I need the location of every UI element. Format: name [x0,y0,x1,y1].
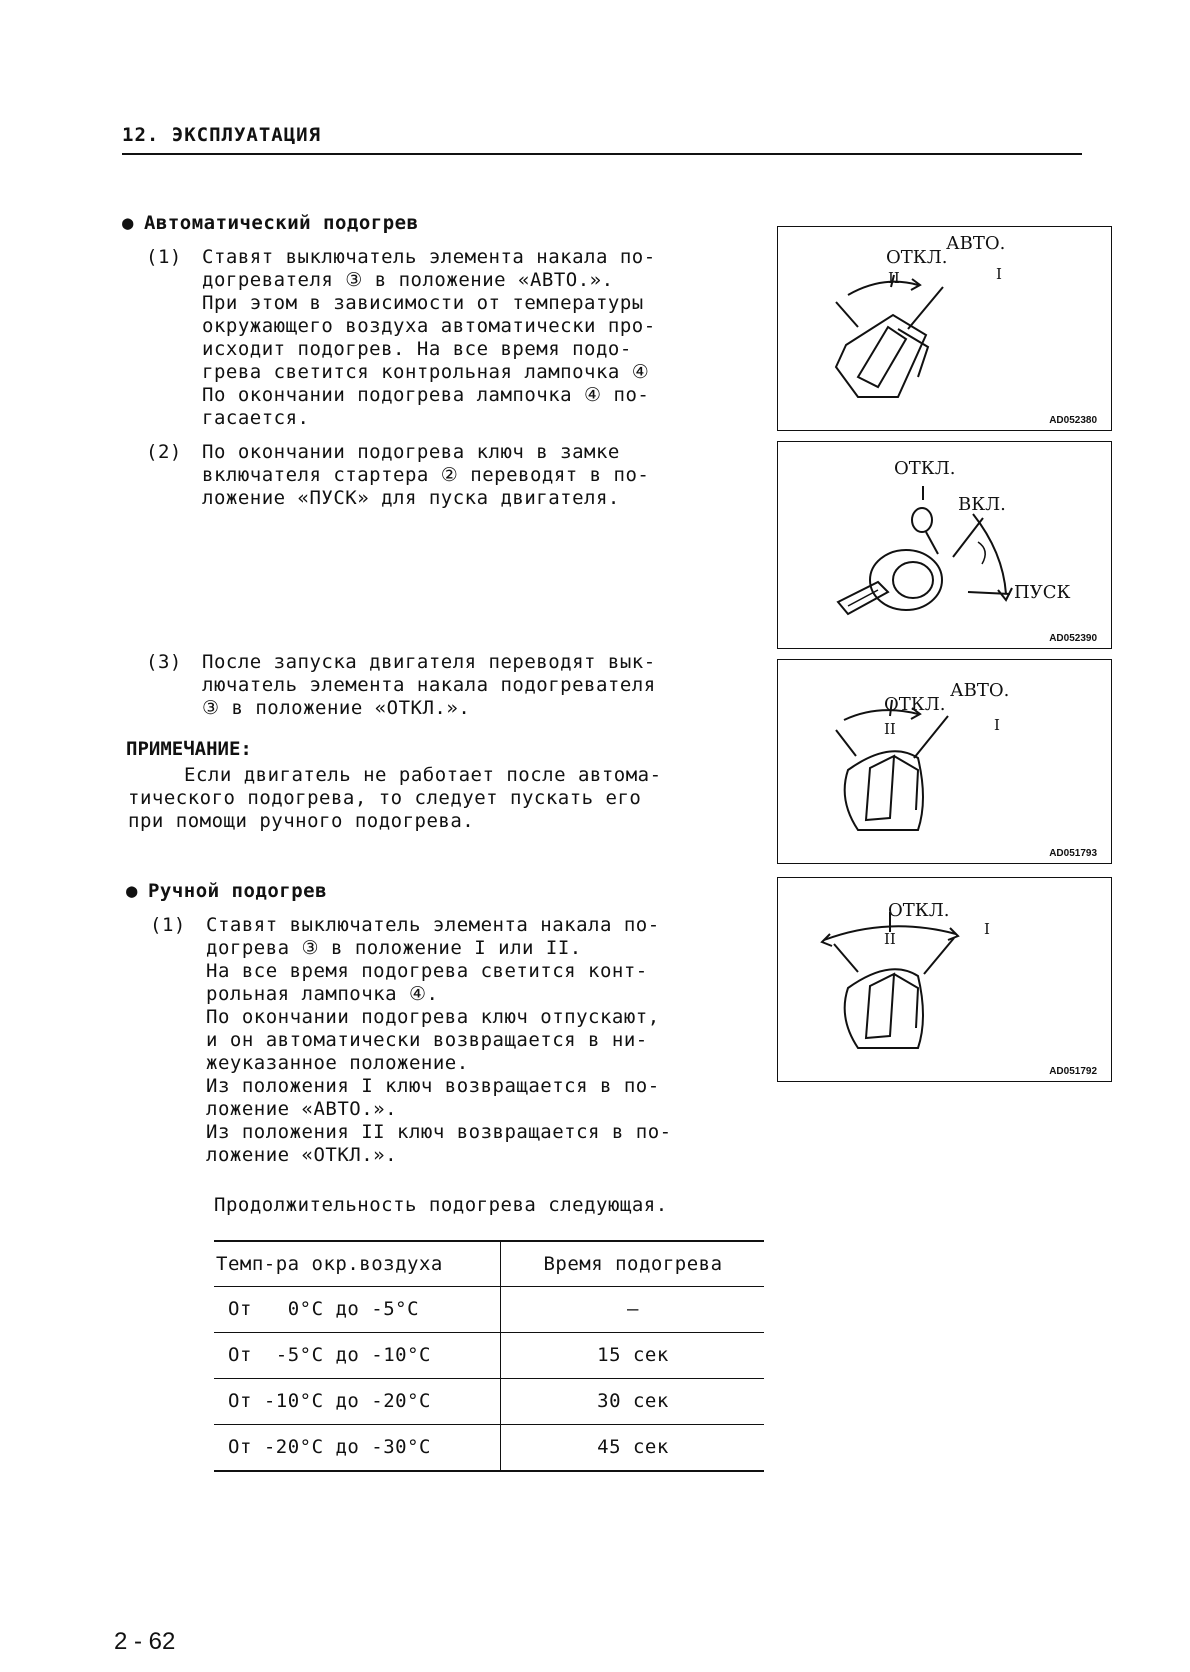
label-auto: АВТО. [946,233,1006,254]
table-cell-temp: От 0°С до -5°С [214,1287,501,1332]
label-off: ОТКЛ. [888,900,950,921]
label-auto: АВТО. [950,680,1010,701]
line: ③ в положение «ОТКЛ.». [202,697,471,719]
figure-ignition-switch [777,441,1112,649]
line: По окончании подогрева ключ в замке [202,441,620,463]
label-off: ОТКЛ. [886,247,948,268]
line: ложение «АВТО.». [206,1098,398,1120]
line: После запуска двигателя переводят вык- [202,651,656,673]
figure-code: AD051792 [1049,1066,1097,1077]
line: лючатель элемента накала подогревателя [202,674,656,696]
manual-section-heading [126,880,327,902]
note-title: ПРИМЕЧАНИЕ: [126,738,252,760]
line: Ставят выключатель элемента накала по- [202,246,656,268]
table-header-row [214,1242,764,1287]
table-cell-temp: От -5°С до -10°С [214,1333,501,1378]
label-on: ВКЛ. [958,494,1006,515]
table-row [214,1425,764,1472]
line: гасается. [202,407,310,429]
figure-glow-switch-manual [777,877,1112,1082]
bullet-icon: ● [126,880,138,902]
table-cell-time: 30 сек [597,1390,669,1412]
line: исходит подогрев. На все время подо- [202,338,632,360]
knob-illustration [778,660,1111,863]
line: грева светится контрольная лампочка ④ [202,361,650,383]
step-text [202,441,762,510]
table-header-temp: Темп-ра окр.воздуха [214,1242,501,1286]
duration-intro: Продолжительность подогрева следующая. [214,1194,668,1216]
auto-step-1 [146,246,766,436]
line: и он автоматически возвращается в ни- [206,1029,648,1051]
label-pos2: II [888,269,900,287]
label-pos2: II [884,720,896,738]
line: На все время подогрева светится конт- [206,960,648,982]
label-start: ПУСК [1014,582,1071,603]
manual-section-title: Ручной подогрев [147,880,328,902]
step-number: (2) [146,441,182,463]
table-cell-temp: От -10°С до -20°С [214,1379,501,1424]
figure-glow-switch-auto [777,226,1112,431]
table-cell-time: 15 сек [597,1344,669,1366]
manual-step-1 [150,914,770,1174]
table-cell-time: — [627,1298,639,1320]
step-text [202,651,762,720]
line: Из положения II ключ возвращается в по- [206,1121,672,1143]
line: Из положения I ключ возвращается в по- [206,1075,660,1097]
step-text [206,914,766,1167]
note-text [128,764,768,833]
line: По окончании подогрева ключ отпускают, [206,1006,660,1028]
auto-section-title: Автоматический подогрев [143,212,419,234]
figure-glow-switch-auto-2 [777,659,1112,864]
table-row [214,1333,764,1379]
step-text [202,246,762,430]
auto-step-2 [146,441,766,516]
label-pos2: II [884,930,896,948]
line: ложение «ОТКЛ.». [206,1144,398,1166]
line: догрева ③ в положение I или II. [206,937,582,959]
figure-code: AD052390 [1049,633,1097,644]
table-header-time: Время подогрева [543,1253,723,1275]
line: при помощи ручного подогрева. [128,810,475,832]
auto-step-3 [146,651,766,726]
line: догревателя ③ в положение «АВТО.». [202,269,614,291]
line: Ставят выключатель элемента накала по- [206,914,660,936]
line: При этом в зависимости от температуры [202,292,644,314]
label-pos1: I [984,920,990,938]
auto-section-heading [122,212,419,234]
line: включателя стартера ② переводят в по- [202,464,650,486]
label-pos1: I [994,716,1000,734]
page-number: 2 - 62 [114,1628,176,1655]
header-rule [122,153,1082,155]
step-number: (1) [146,246,182,268]
table-row [214,1379,764,1425]
step-number: (3) [146,651,182,673]
line: Если двигатель не работает после автома- [184,764,662,786]
figure-code: AD051793 [1049,848,1097,859]
line: ложение «ПУСК» для пуска двигателя. [202,487,620,509]
label-off: ОТКЛ. [894,458,956,479]
bullet-icon: ● [122,212,134,234]
step-number: (1) [150,914,186,936]
figure-code: AD052380 [1049,415,1097,426]
line: рольная лампочка ④. [206,983,439,1005]
line: тического подогрева, то следует пускать его [128,787,642,809]
table-cell-temp: От -20°С до -30°С [214,1425,501,1470]
page-header-title: 12. ЭКСПЛУАТАЦИЯ [122,124,322,146]
duration-table [214,1240,764,1472]
line: По окончании подогрева лампочка ④ по- [202,384,650,406]
line: жеуказанное положение. [206,1052,469,1074]
label-off: ОТКЛ. [884,694,946,715]
table-row [214,1287,764,1333]
table-cell-time: 45 сек [597,1436,669,1458]
line: окружающего воздуха автоматически про- [202,315,656,337]
label-pos1: I [996,265,1002,283]
